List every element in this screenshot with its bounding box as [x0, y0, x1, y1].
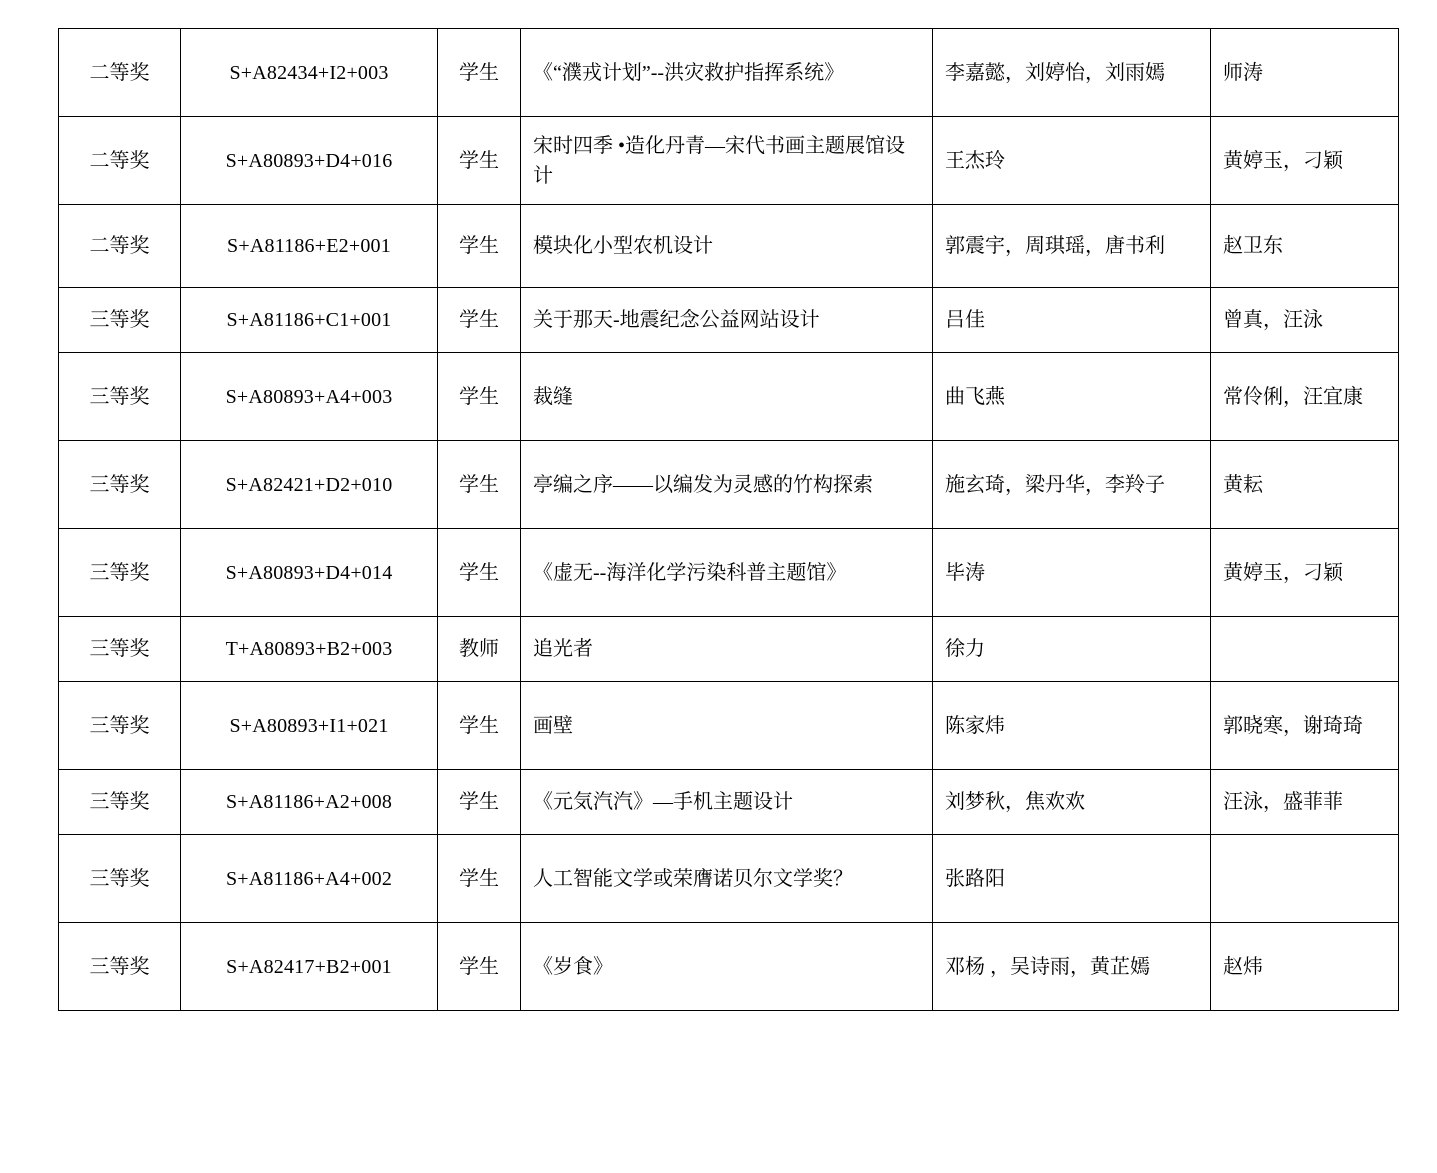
award-level-cell: 三等奖 — [59, 353, 181, 441]
award-level-cell: 三等奖 — [59, 682, 181, 770]
work-title-cell: 《元気汽汽》—手机主题设计 — [521, 770, 933, 835]
work-title-cell: 《“濮戎计划”--洪灾救护指挥系统》 — [521, 29, 933, 117]
work-title-cell: 亭编之序——以编发为灵感的竹构探索 — [521, 441, 933, 529]
participant-type-cell: 学生 — [438, 441, 521, 529]
participant-type-cell: 学生 — [438, 835, 521, 923]
work-title-cell: 追光者 — [521, 617, 933, 682]
entry-code-cell: S+A82421+D2+010 — [181, 441, 438, 529]
entry-code-cell: S+A82417+B2+001 — [181, 923, 438, 1011]
advisors-cell: 黄耘 — [1211, 441, 1399, 529]
authors-cell: 毕涛 — [933, 529, 1211, 617]
participant-type-cell: 学生 — [438, 529, 521, 617]
participant-type-cell: 学生 — [438, 353, 521, 441]
entry-code-cell: S+A81186+A4+002 — [181, 835, 438, 923]
participant-type-cell: 学生 — [438, 770, 521, 835]
authors-cell: 施玄琦，梁丹华，李羚子 — [933, 441, 1211, 529]
authors-cell: 曲飞燕 — [933, 353, 1211, 441]
authors-cell: 刘梦秋，焦欢欢 — [933, 770, 1211, 835]
table-row — [59, 682, 1399, 770]
award-level-cell: 三等奖 — [59, 617, 181, 682]
participant-type-cell: 学生 — [438, 288, 521, 353]
award-level-cell: 三等奖 — [59, 529, 181, 617]
entry-code-cell: T+A80893+B2+003 — [181, 617, 438, 682]
advisors-cell: 黄婷玉，刁颖 — [1211, 529, 1399, 617]
table-row — [59, 441, 1399, 529]
authors-cell: 王杰玲 — [933, 117, 1211, 205]
authors-cell: 邓杨 ，吴诗雨，黄芷嫣 — [933, 923, 1211, 1011]
award-results-table — [58, 28, 1399, 1011]
table-body — [59, 29, 1399, 1011]
advisors-cell — [1211, 835, 1399, 923]
table-row — [59, 617, 1399, 682]
participant-type-cell: 学生 — [438, 29, 521, 117]
advisors-cell: 赵炜 — [1211, 923, 1399, 1011]
entry-code-cell: S+A81186+A2+008 — [181, 770, 438, 835]
participant-type-cell: 学生 — [438, 923, 521, 1011]
work-title-cell: 关于那天-地震纪念公益网站设计 — [521, 288, 933, 353]
work-title-cell: 模块化小型农机设计 — [521, 205, 933, 288]
work-title-cell: 宋时四季 •造化丹青—宋代书画主题展馆设计 — [521, 117, 933, 205]
award-level-cell: 二等奖 — [59, 205, 181, 288]
table-row — [59, 923, 1399, 1011]
advisors-cell: 郭晓寒，谢琦琦 — [1211, 682, 1399, 770]
advisors-cell: 常伶俐，汪宜康 — [1211, 353, 1399, 441]
advisors-cell: 赵卫东 — [1211, 205, 1399, 288]
table-row — [59, 288, 1399, 353]
table-row — [59, 835, 1399, 923]
table-row — [59, 353, 1399, 441]
award-level-cell: 二等奖 — [59, 29, 181, 117]
award-level-cell: 三等奖 — [59, 835, 181, 923]
work-title-cell: 裁缝 — [521, 353, 933, 441]
award-level-cell: 三等奖 — [59, 288, 181, 353]
entry-code-cell: S+A80893+D4+016 — [181, 117, 438, 205]
table-row — [59, 29, 1399, 117]
authors-cell: 徐力 — [933, 617, 1211, 682]
award-level-cell: 三等奖 — [59, 923, 181, 1011]
participant-type-cell: 学生 — [438, 682, 521, 770]
award-level-cell: 三等奖 — [59, 441, 181, 529]
award-level-cell: 二等奖 — [59, 117, 181, 205]
entry-code-cell: S+A81186+E2+001 — [181, 205, 438, 288]
entry-code-cell: S+A81186+C1+001 — [181, 288, 438, 353]
advisors-cell: 汪泳，盛菲菲 — [1211, 770, 1399, 835]
participant-type-cell: 学生 — [438, 205, 521, 288]
authors-cell: 张路阳 — [933, 835, 1211, 923]
authors-cell: 郭震宇，周琪瑶，唐书利 — [933, 205, 1211, 288]
table-row — [59, 205, 1399, 288]
table-row — [59, 117, 1399, 205]
work-title-cell: 《虚无--海洋化学污染科普主题馆》 — [521, 529, 933, 617]
entry-code-cell: S+A80893+D4+014 — [181, 529, 438, 617]
participant-type-cell: 学生 — [438, 117, 521, 205]
authors-cell: 吕佳 — [933, 288, 1211, 353]
advisors-cell: 师涛 — [1211, 29, 1399, 117]
work-title-cell: 画壁 — [521, 682, 933, 770]
advisors-cell: 曾真，汪泳 — [1211, 288, 1399, 353]
entry-code-cell: S+A80893+I1+021 — [181, 682, 438, 770]
entry-code-cell: S+A82434+I2+003 — [181, 29, 438, 117]
award-level-cell: 三等奖 — [59, 770, 181, 835]
participant-type-cell: 教师 — [438, 617, 521, 682]
advisors-cell — [1211, 617, 1399, 682]
table-row — [59, 529, 1399, 617]
advisors-cell: 黄婷玉，刁颖 — [1211, 117, 1399, 205]
entry-code-cell: S+A80893+A4+003 — [181, 353, 438, 441]
work-title-cell: 人工智能文学或荣膺诺贝尔文学奖？ — [521, 835, 933, 923]
authors-cell: 李嘉懿，刘婷怡，刘雨嫣 — [933, 29, 1211, 117]
work-title-cell: 《岁食》 — [521, 923, 933, 1011]
table-row — [59, 770, 1399, 835]
authors-cell: 陈家炜 — [933, 682, 1211, 770]
